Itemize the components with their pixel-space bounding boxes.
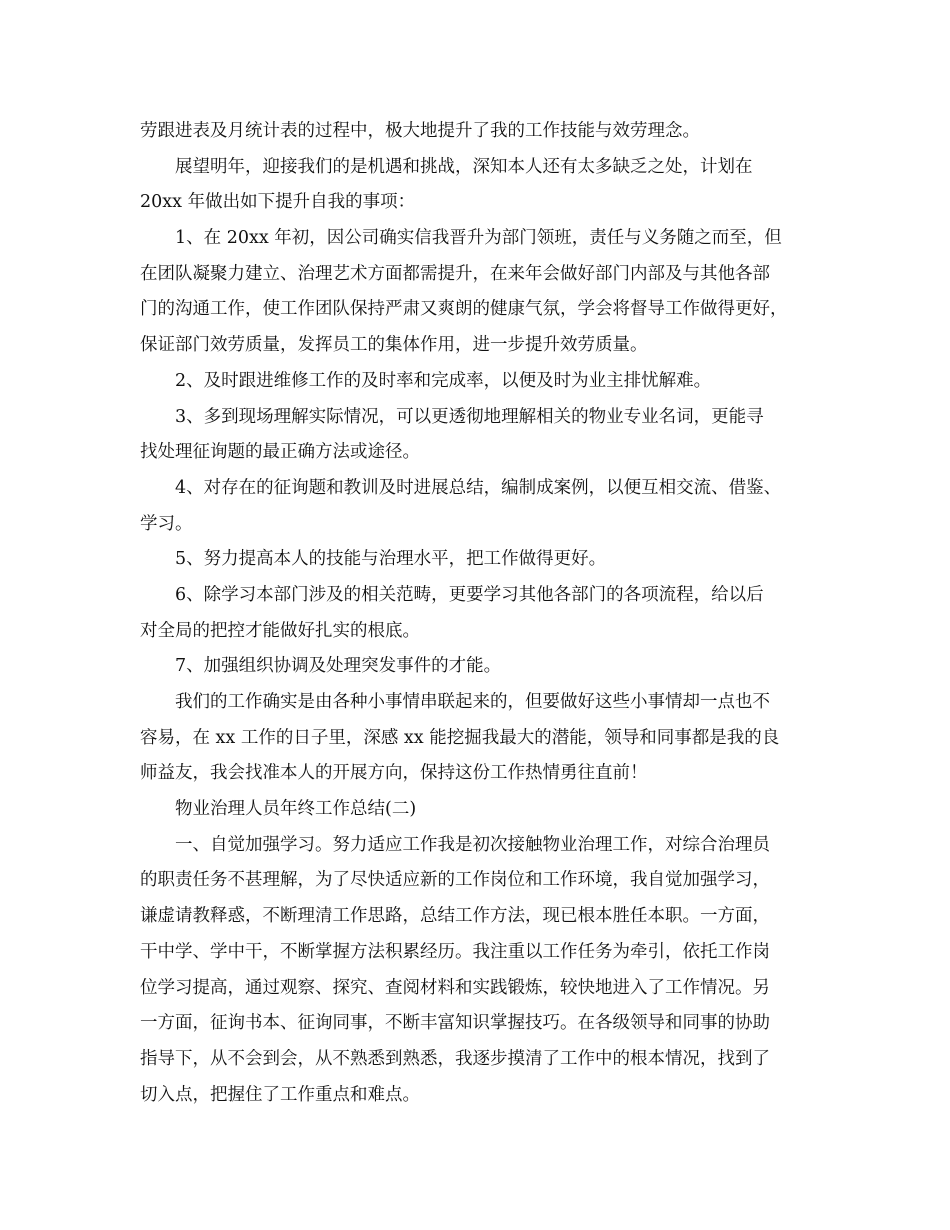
text-line: 谦虚请教释惑，不断理清工作思路，总结工作方法，现已根本胜任本职。一方面， — [140, 906, 770, 927]
text-line: 找处理征询题的最正确方法或途径。 — [140, 442, 420, 463]
text-line: 切入点，把握住了工作重点和难点。 — [140, 1084, 420, 1105]
text-line: 6、除学习本部门涉及的相关范畴，更要学习其他各部门的各项流程，给以后 — [175, 584, 764, 605]
text-line: 师益友，我会找准本人的开展方向，保持这份工作热情勇往直前！ — [140, 763, 648, 784]
text-line: 我们的工作确实是由各种小事情串联起来的，但要做好这些小事情却一点也不 — [175, 692, 770, 712]
text-line: 指导下，从不会到会，从不熟悉到熟悉，我逐步摸清了工作中的根本情况，找到了 — [140, 1048, 770, 1069]
text-line: 1、在 20xx 年初，因公司确实信我晋升为部门领班，责任与义务随之而至，但 — [175, 228, 782, 249]
text-line: 的职责任务不甚理解，为了尽快适应新的工作岗位和工作环境，我自觉加强学习， — [140, 870, 770, 891]
text-line: 学习。 — [140, 513, 193, 534]
text-line: 劳跟进表及月统计表的过程中，极大地提升了我的工作技能与效劳理念。 — [140, 121, 700, 141]
text-line: 20xx 年做出如下提升自我的事项： — [140, 192, 416, 213]
text-line: 干中学、学中干，不断掌握方法积累经历。我注重以工作任务为牵引，依托工作岗 — [140, 941, 770, 962]
text-line: 一方面，征询书本、征询同事，不断丰富知识掌握技巧。在各级领导和同事的协助 — [140, 1013, 770, 1034]
text-line: 对全局的把控才能做好扎实的根底。 — [140, 620, 420, 641]
text-line: 展望明年，迎接我们的是机遇和挑战，深知本人还有太多缺乏之处，计划在 — [175, 156, 753, 177]
text-line: 4、对存在的征询题和教训及时进展总结，编制成案例，以便互相交流、借鉴、 — [175, 477, 782, 498]
text-line: 2、及时跟进维修工作的及时率和完成率，以便及时为业主排忧解难。 — [175, 370, 712, 391]
text-line: 保证部门效劳质量，发挥员工的集体作用，进一步提升效劳质量。 — [140, 335, 648, 356]
text-line: 物业治理人员年终工作总结(二) — [175, 799, 417, 820]
text-line: 容易，在 xx 工作的日子里，深感 xx 能挖掘我最大的潜能，领导和同事都是我的良 — [140, 727, 780, 748]
text-line: 3、多到现场理解实际情况，可以更透彻地理解相关的物业专业名词，更能寻 — [175, 406, 764, 427]
text-line: 7、加强组织协调及处理突发事件的才能。 — [175, 656, 502, 677]
text-line: 门的沟通工作，使工作团队保持严肃又爽朗的健康气氛，学会将督导工作做得更好， — [140, 299, 788, 320]
text-line: 位学习提高，通过观察、探究、查阅材料和实践锻炼，较快地进入了工作情况。另 — [140, 977, 770, 998]
text-line: 一、自觉加强学习。努力适应工作我是初次接触物业治理工作，对综合治理员 — [175, 834, 770, 855]
text-line: 5、努力提高本人的技能与治理水平，把工作做得更好。 — [175, 549, 607, 570]
document-body — [140, 114, 840, 1113]
text-line: 在团队凝聚力建立、治理艺术方面都需提升，在来年会做好部门内部及与其他各部 — [140, 263, 770, 284]
